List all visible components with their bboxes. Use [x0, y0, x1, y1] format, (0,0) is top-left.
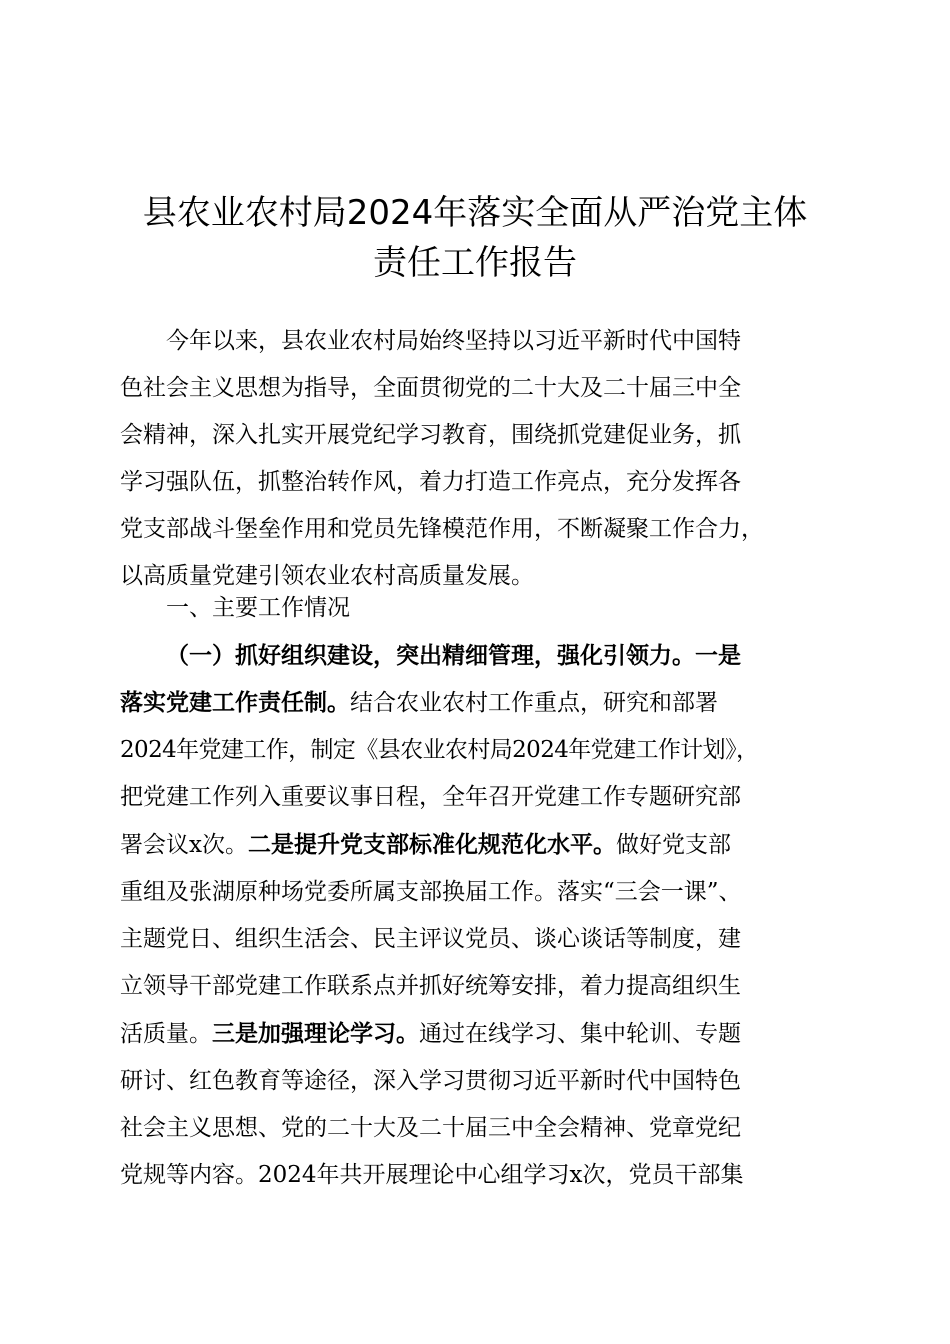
text-line: 把党建工作列入重要议事日程，全年召开党建工作专题研究部 [120, 784, 741, 810]
text-line: 会精神，深入扎实开展党纪学习教育，围绕抓党建促业务，抓 [120, 422, 741, 448]
subsection-heading: （一）抓好组织建设，突出精细管理，强化引领力。一是 [166, 642, 741, 669]
text-run: 结合农业农村工作重点，研究和部署 [350, 690, 718, 716]
text-line: 党支部战斗堡垒作用和党员先锋模范作用，不断凝聚工作合力， [120, 516, 764, 542]
text-line: 重组及张湖原种场党委所属支部换届工作。落实“三会一课”、 [120, 879, 742, 905]
bold-phrase: 二是提升党支部标准化规范化水平。 [247, 831, 616, 858]
text-line: 社会主义思想、党的二十大及二十届三中全会精神、党章党纪 [120, 1115, 741, 1141]
text-line [120, 679, 825, 727]
section-heading-text: 一、主要工作情况 [166, 595, 350, 621]
text-line: 以高质量党建引领农业农村高质量发展。 [120, 563, 534, 589]
text-line: 主题党日、组织生活会、民主评议党员、谈心谈话等制度，建 [120, 926, 741, 952]
intro-paragraph [120, 318, 825, 600]
bold-phrase: 落实党建工作责任制。 [120, 689, 350, 716]
text-line: 2024年党建工作，制定《县农业农村局2024年党建工作计划》， [120, 737, 759, 763]
organization-paragraph [120, 632, 825, 1199]
title-line: 县农业农村局2024年落实全面从严治党主体 [142, 193, 808, 233]
text-line: 色社会主义思想为指导，全面贯彻党的二十大及二十届三中全 [120, 375, 741, 401]
text-line: 今年以来，县农业农村局始终坚持以习近平新时代中国特 [166, 328, 741, 354]
text-line: 学习强队伍，抓整治转作风，着力打造工作亮点，充分发挥各 [120, 469, 741, 495]
text-run: 署会议x次。 [120, 832, 248, 858]
text-run: 通过在线学习、集中轮训、专题 [419, 1021, 741, 1047]
text-line [120, 821, 825, 869]
title-line: 责任工作报告 [373, 243, 577, 283]
document-title [100, 188, 850, 288]
text-line: 研讨、红色教育等途径，深入学习贯彻习近平新时代中国特色 [120, 1068, 741, 1094]
section-heading [120, 585, 825, 632]
text-line [120, 1010, 825, 1058]
text-line: 立领导干部党建工作联系点并抓好统筹安排，着力提高组织生 [120, 973, 741, 999]
text-run: 活质量。 [120, 1021, 212, 1047]
text-line: 党规等内容。2024年共开展理论中心组学习x次，党员干部集 [120, 1162, 744, 1188]
text-run: 做好党支部 [615, 832, 731, 858]
bold-phrase: 三是加强理论学习。 [212, 1020, 419, 1047]
